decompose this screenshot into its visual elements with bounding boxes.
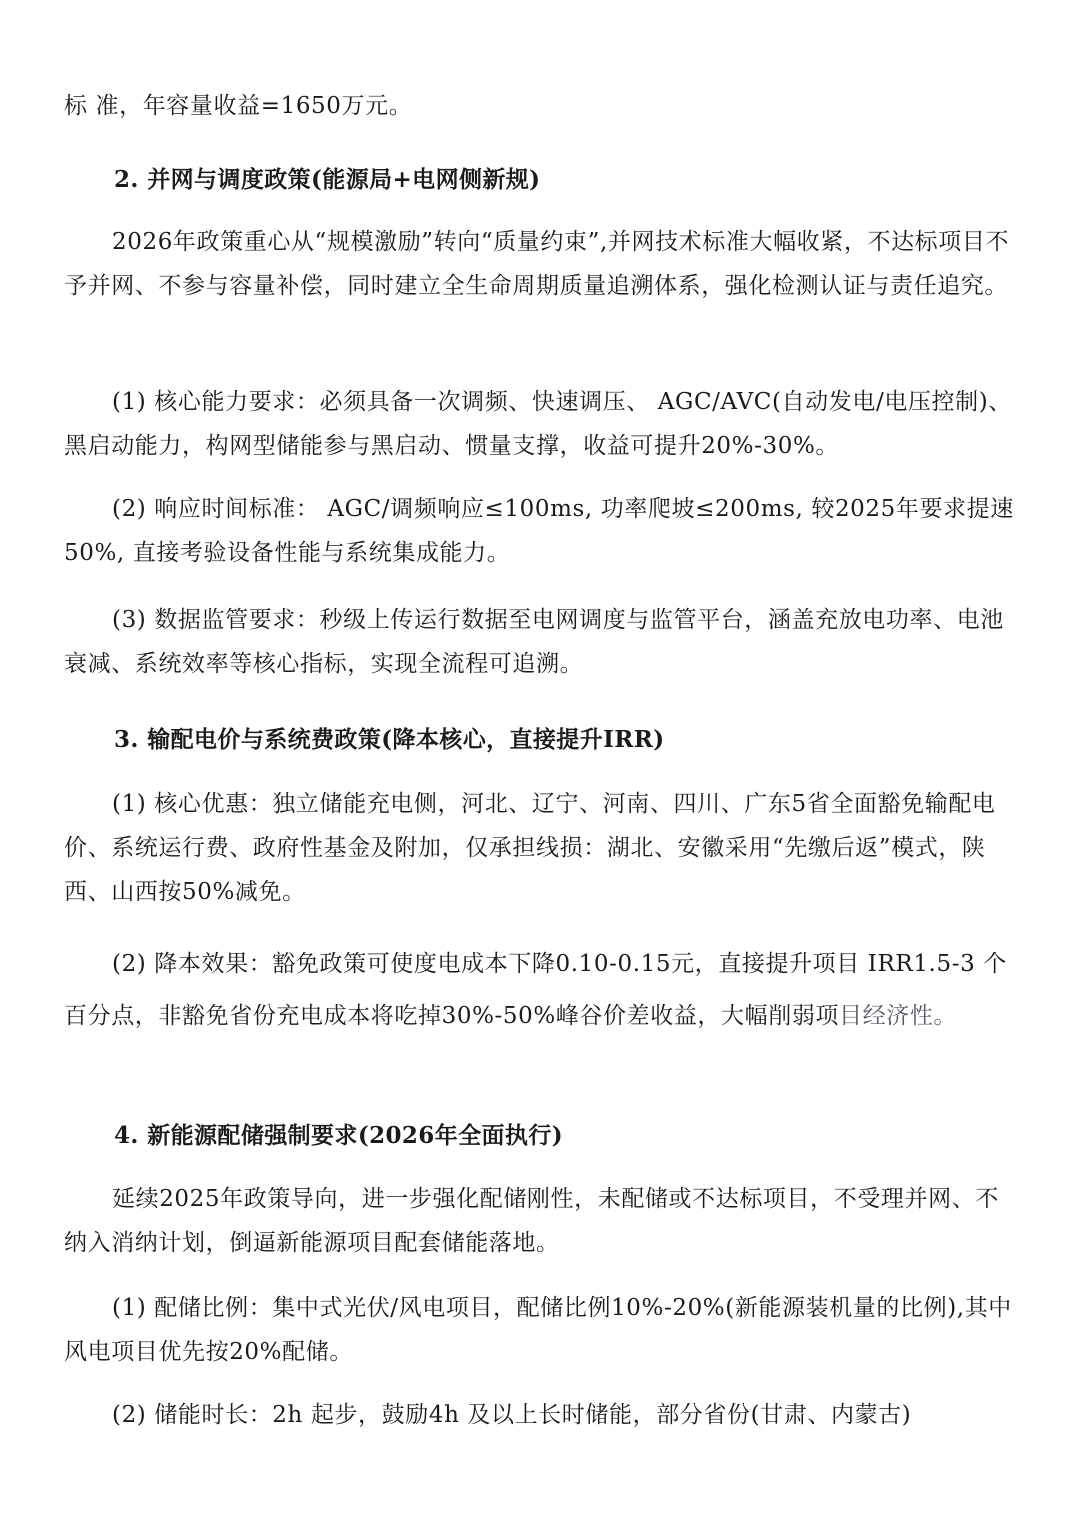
paragraph-storage-ratio: (1) 配储比例：集中式光伏/风电项目，配储比例10%-20%(新能源装机量的比例),其中风电项目优先按20%配储。 xyxy=(64,1295,1012,1365)
intro-paragraph: 标 准，年容量收益=1650万元。 xyxy=(64,93,413,119)
paragraph-cost-effect xyxy=(64,938,1014,1042)
paragraph-storage-duration: (2) 储能时长：2h 起步，鼓励4h 及以上长时储能，部分省份(甘肃、内蒙古) xyxy=(112,1402,912,1428)
section-heading-4: 4. 新能源配储强制要求(2026年全面执行) xyxy=(114,1122,563,1149)
paragraph-cost-effect-tail: 目经济性。 xyxy=(839,1003,958,1029)
paragraph-response-time: (2) 响应时间标准： AGC/调频响应≤100ms, 功率爬坡≤200ms, 较2025年要求提速50%, 直接考验设备性能与系统集成能力。 xyxy=(64,496,1014,566)
paragraph-2026-policy: 2026年政策重心从“规模激励”转向“质量约束”,并网技术标准大幅收紧，不达标项目不予并网、不参与容量补偿，同时建立全生命周期质量追溯体系，强化检测认证与责任追究。 xyxy=(64,229,1010,299)
paragraph-data-supervision: (3) 数据监管要求：秒级上传运行数据至电网调度与监管平台，涵盖充放电功率、电池衰减、系统效率等核心指标，实现全流程可追溯。 xyxy=(64,607,1004,677)
paragraph-core-capability: (1) 核心能力要求：必须具备一次调频、快速调压、 AGC/AVC(自动发电/电压控制)、黑启动能力，构网型储能参与黑启动、惯量支撑，收益可提升20%-30%。 xyxy=(64,389,1012,459)
section-heading-3: 3. 输配电价与系统费政策(降本核心，直接提升IRR) xyxy=(114,726,665,753)
section-heading-2: 2. 并网与调度政策(能源局+电网侧新规) xyxy=(114,166,541,193)
paragraph-core-discount: (1) 核心优惠：独立储能充电侧，河北、辽宁、河南、四川、广东5省全面豁免输配电价、系统运行费、政府性基金及附加，仅承担线损：湖北、安徽采用“先缴后返”模式，陕西、山西按50%减免。 xyxy=(64,791,996,905)
paragraph-mandate: 延续2025年政策导向，进一步强化配储刚性，未配储或不达标项目，不受理并网、不纳入消纳计划，倒逼新能源项目配套储能落地。 xyxy=(64,1186,999,1256)
paragraph-cost-effect-text: (2) 降本效果：豁免政策可使度电成本下降0.10-0.15元，直接提升项目 IRR1.5-3 个百分点，非豁免省份充电成本将吃掉30%-50%峰谷价差收益，大幅削弱项 xyxy=(64,951,1007,1029)
